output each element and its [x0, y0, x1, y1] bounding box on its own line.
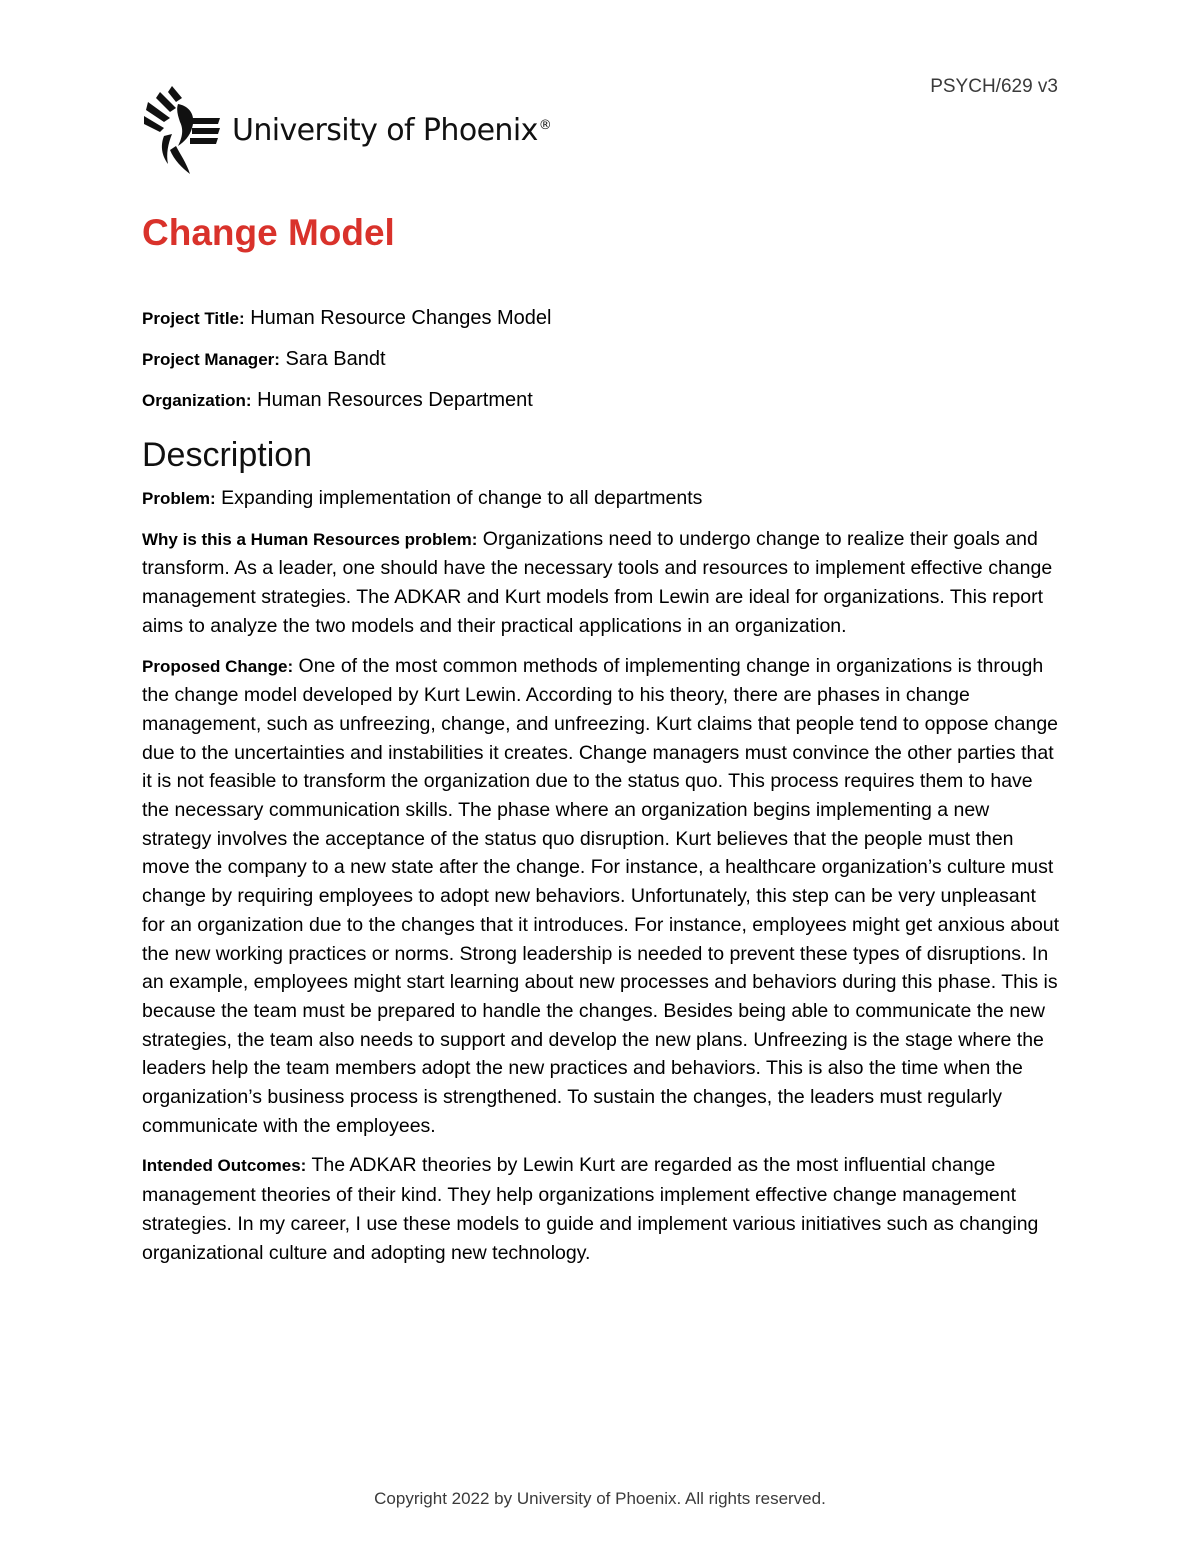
copyright-footer: Copyright 2022 by University of Phoenix. All rights reserved.	[374, 1489, 826, 1508]
course-code: PSYCH/629 v3	[930, 76, 1058, 97]
paragraph-proposed-change: Proposed Change: One of the most common methods of implementing change in organizations is through the change model developed by Kurt Lewin. According to his theory, there are phases in change management, such as unfreezing, change, and unfreezing. Kurt claims that people tend to oppose change due to the uncertainties and instabilities it creates. Change managers must convince the other parties that it is not feasible to transform the organization due to the status quo. This process requires them to have the necessary communication skills. The phase where an organization begins implementing a new strategy involves the acceptance of the status quo disruption. Kurt believes that the people must then move the company to a new state after the change. For instance, a healthcare organization’s culture must change by requiring employees to adopt new behaviors. Unfortunately, this step can be very unpleasant for an organization due to the changes that it introduces. For instance, employees might get anxious about the new working practices or norms. Strong leadership is needed to prevent these types of disruptions. In an example, employees might start learning about new processes and behaviors during this phase. This is because the team must be prepared to handle the changes. Besides being able to communicate the new strategies, the team also needs to support and develop the new plans. Unfreezing is the stage where the leaders help the team members adopt the new practices and behaviors. This is also the time when the organization’s business process is strengthened. To sustain the changes, the leaders must regularly communicate with the employees.	[142, 654, 1060, 1137]
phoenix-bird-icon	[142, 84, 222, 176]
description-body	[142, 484, 1062, 1278]
paragraph-intended-outcomes: Intended Outcomes: The ADKAR theories by Lewin Kurt are regarded as the most influential change management theories of their kind. They help organizations implement effective change management strategies. In my career, I use these models to guide and implement various initiatives such as changing organizational culture and adopting new technology.	[142, 1154, 1039, 1264]
meta-project-title: Project Title: Human Resource Changes Model	[142, 307, 552, 329]
meta-organization: Organization: Human Resources Department	[142, 389, 533, 411]
registered-mark: ®	[538, 117, 552, 133]
project-meta	[142, 304, 1062, 427]
section-heading-description: Description	[142, 436, 313, 474]
paragraph-why-hr-problem: Why is this a Human Resources problem: Organizations need to undergo change to realize their goals and transform. As a leader, one should have the necessary tools and resources to implement effective change management strategies. The ADKAR and Kurt models from Lewin are ideal for organizations. This report aims to analyze the two models and their practical applications in an organization.	[142, 527, 1053, 637]
university-logo	[142, 84, 551, 176]
paragraph-problem: Problem: Expanding implementation of change to all departments	[142, 487, 703, 509]
document-title: Change Model	[142, 212, 395, 253]
logo-wordmark: University of Phoenix®	[232, 112, 552, 148]
meta-project-manager: Project Manager: Sara Bandt	[142, 348, 386, 370]
